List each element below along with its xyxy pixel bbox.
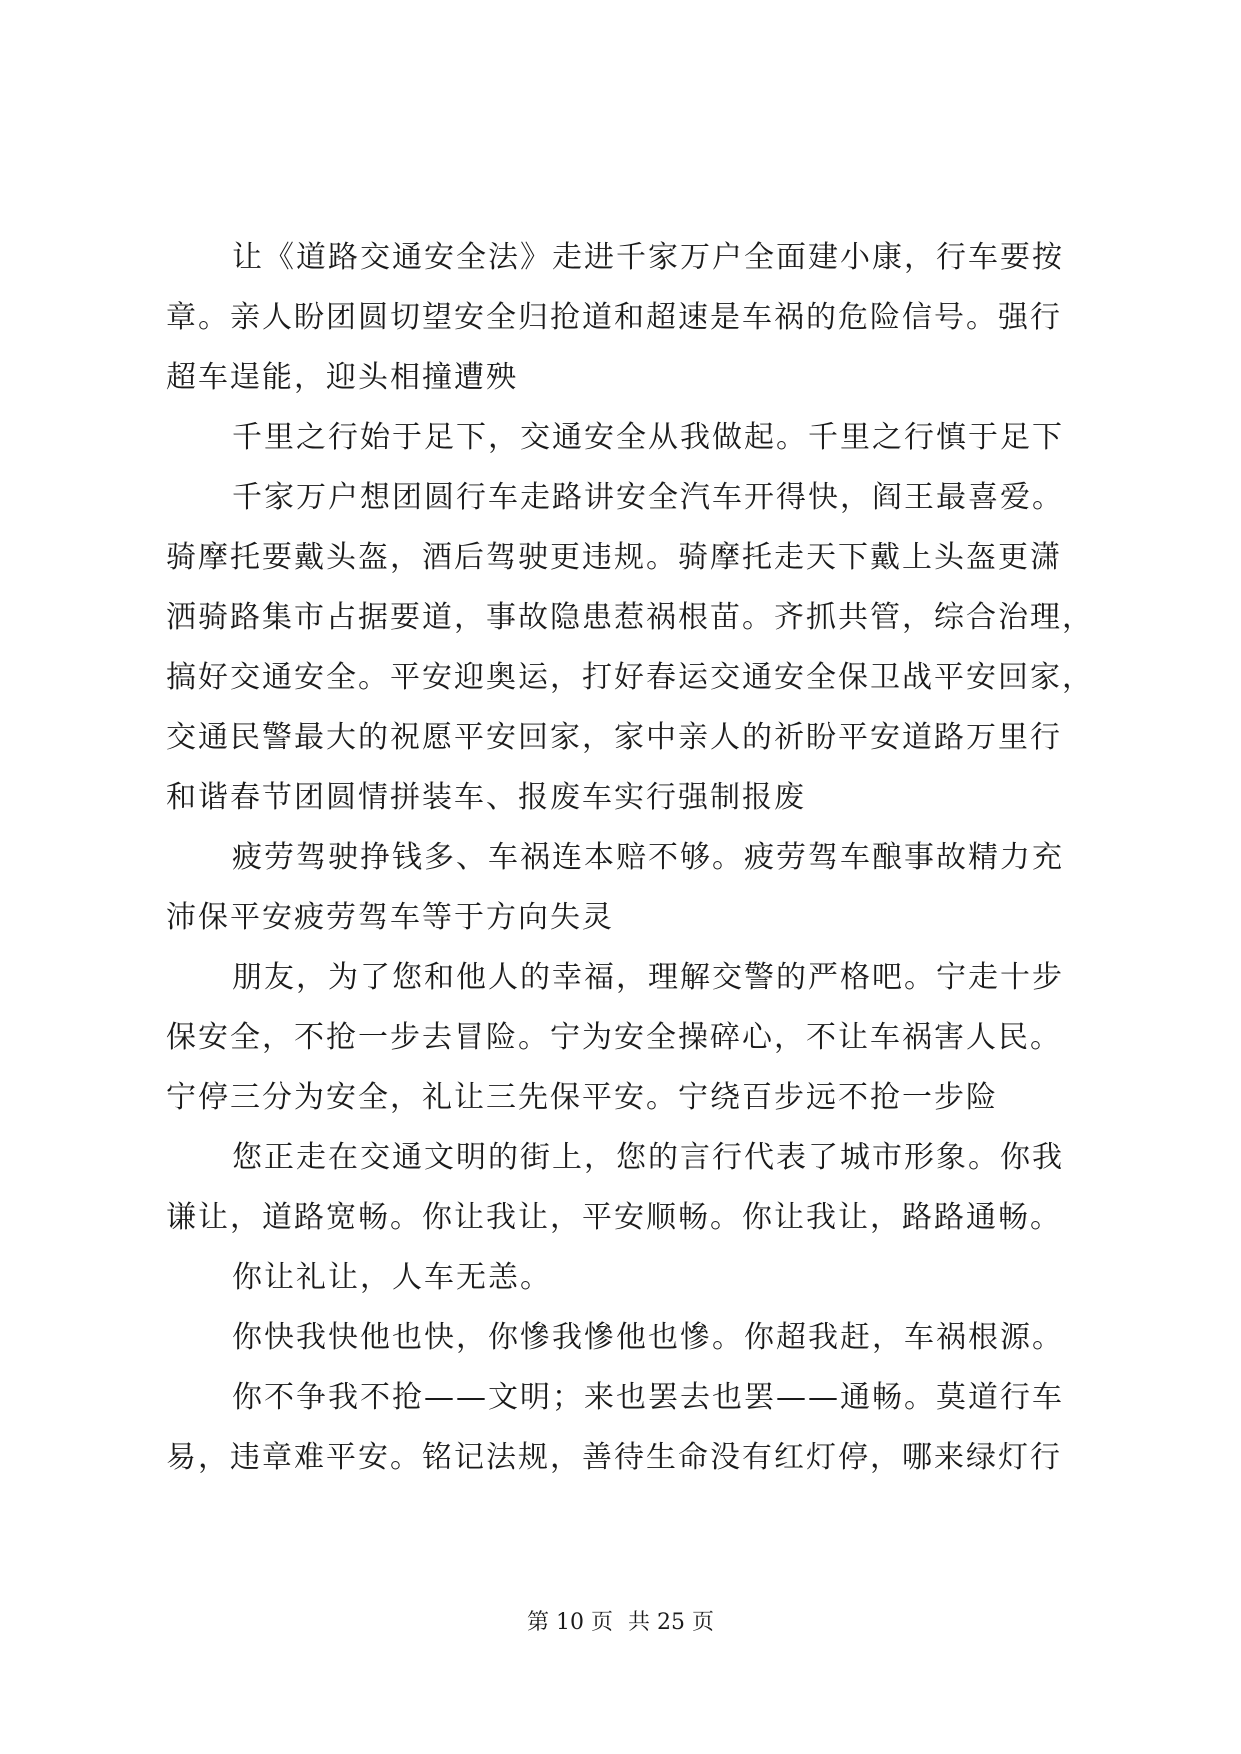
text-line: 洒骑路集市占据要道，事故隐患惹祸根苗。齐抓共管，综合治理， — [166, 600, 1094, 635]
text-line: 搞好交通安全。平安迎奥运，打好春运交通安全保卫战平安回家， — [166, 660, 1094, 695]
paragraph — [166, 1128, 1086, 1248]
paragraph — [166, 828, 1086, 948]
text-line: 章。亲人盼团圆切望安全归抢道和超速是车祸的危险信号。强行 — [166, 300, 1062, 335]
page-total: 共 25 页 — [628, 1610, 714, 1635]
text-line: 千里之行始于足下，交通安全从我做起。千里之行慎于足下 — [232, 420, 1064, 455]
text-line: 朋友，为了您和他人的幸福，理解交警的严格吧。宁走十步 — [232, 960, 1064, 995]
text-line: 易，违章难平安。铭记法规，善待生命没有红灯停，哪来绿灯行 — [166, 1440, 1062, 1475]
paragraph — [166, 1308, 1086, 1368]
paragraph — [166, 228, 1086, 408]
text-line: 你快我快他也快，你慘我慘他也慘。你超我赶，车祸根源。 — [232, 1320, 1064, 1355]
text-line: 超车逞能，迎头相撞遭殃 — [166, 360, 518, 395]
document-body — [166, 228, 1094, 1488]
text-line: 骑摩托要戴头盔，酒后驾驶更违规。骑摩托走天下戴上头盔更潇 — [166, 540, 1062, 575]
paragraph — [166, 1368, 1086, 1488]
text-line: 你不争我不抢——文明；来也罢去也罢——通畅。莫道行车 — [232, 1380, 1064, 1415]
paragraph — [166, 948, 1086, 1128]
text-line: 沛保平安疲劳驾车等于方向失灵 — [166, 900, 614, 935]
paragraph — [166, 1248, 1086, 1308]
text-line: 宁停三分为安全，礼让三先保平安。宁绕百步远不抢一步险 — [166, 1080, 998, 1115]
text-line: 交通民警最大的祝愿平安回家，家中亲人的祈盼平安道路万里行 — [166, 720, 1062, 755]
page-footer — [0, 1608, 1241, 1638]
page-number: 第 10 页 — [527, 1610, 613, 1635]
paragraph — [166, 408, 1086, 468]
text-line: 保安全，不抢一步去冒险。宁为安全操碎心，不让车祸害人民。 — [166, 1020, 1062, 1055]
text-line: 疲劳驾驶挣钱多、车祸连本赔不够。疲劳驾车酿事故精力充 — [232, 840, 1064, 875]
text-line: 让《道路交通安全法》走进千家万户全面建小康，行车要按 — [232, 240, 1064, 275]
text-line: 谦让，道路宽畅。你让我让，平安顺畅。你让我让，路路通畅。 — [166, 1200, 1062, 1235]
text-line: 千家万户想团圆行车走路讲安全汽车开得快，阎王最喜爱。 — [232, 480, 1064, 515]
text-line: 你让礼让，人车无恙。 — [232, 1260, 552, 1295]
paragraph — [166, 468, 1094, 828]
text-line: 您正走在交通文明的街上，您的言行代表了城市形象。你我 — [232, 1140, 1064, 1175]
text-line: 和谐春节团圆情拼装车、报废车实行强制报废 — [166, 780, 806, 815]
